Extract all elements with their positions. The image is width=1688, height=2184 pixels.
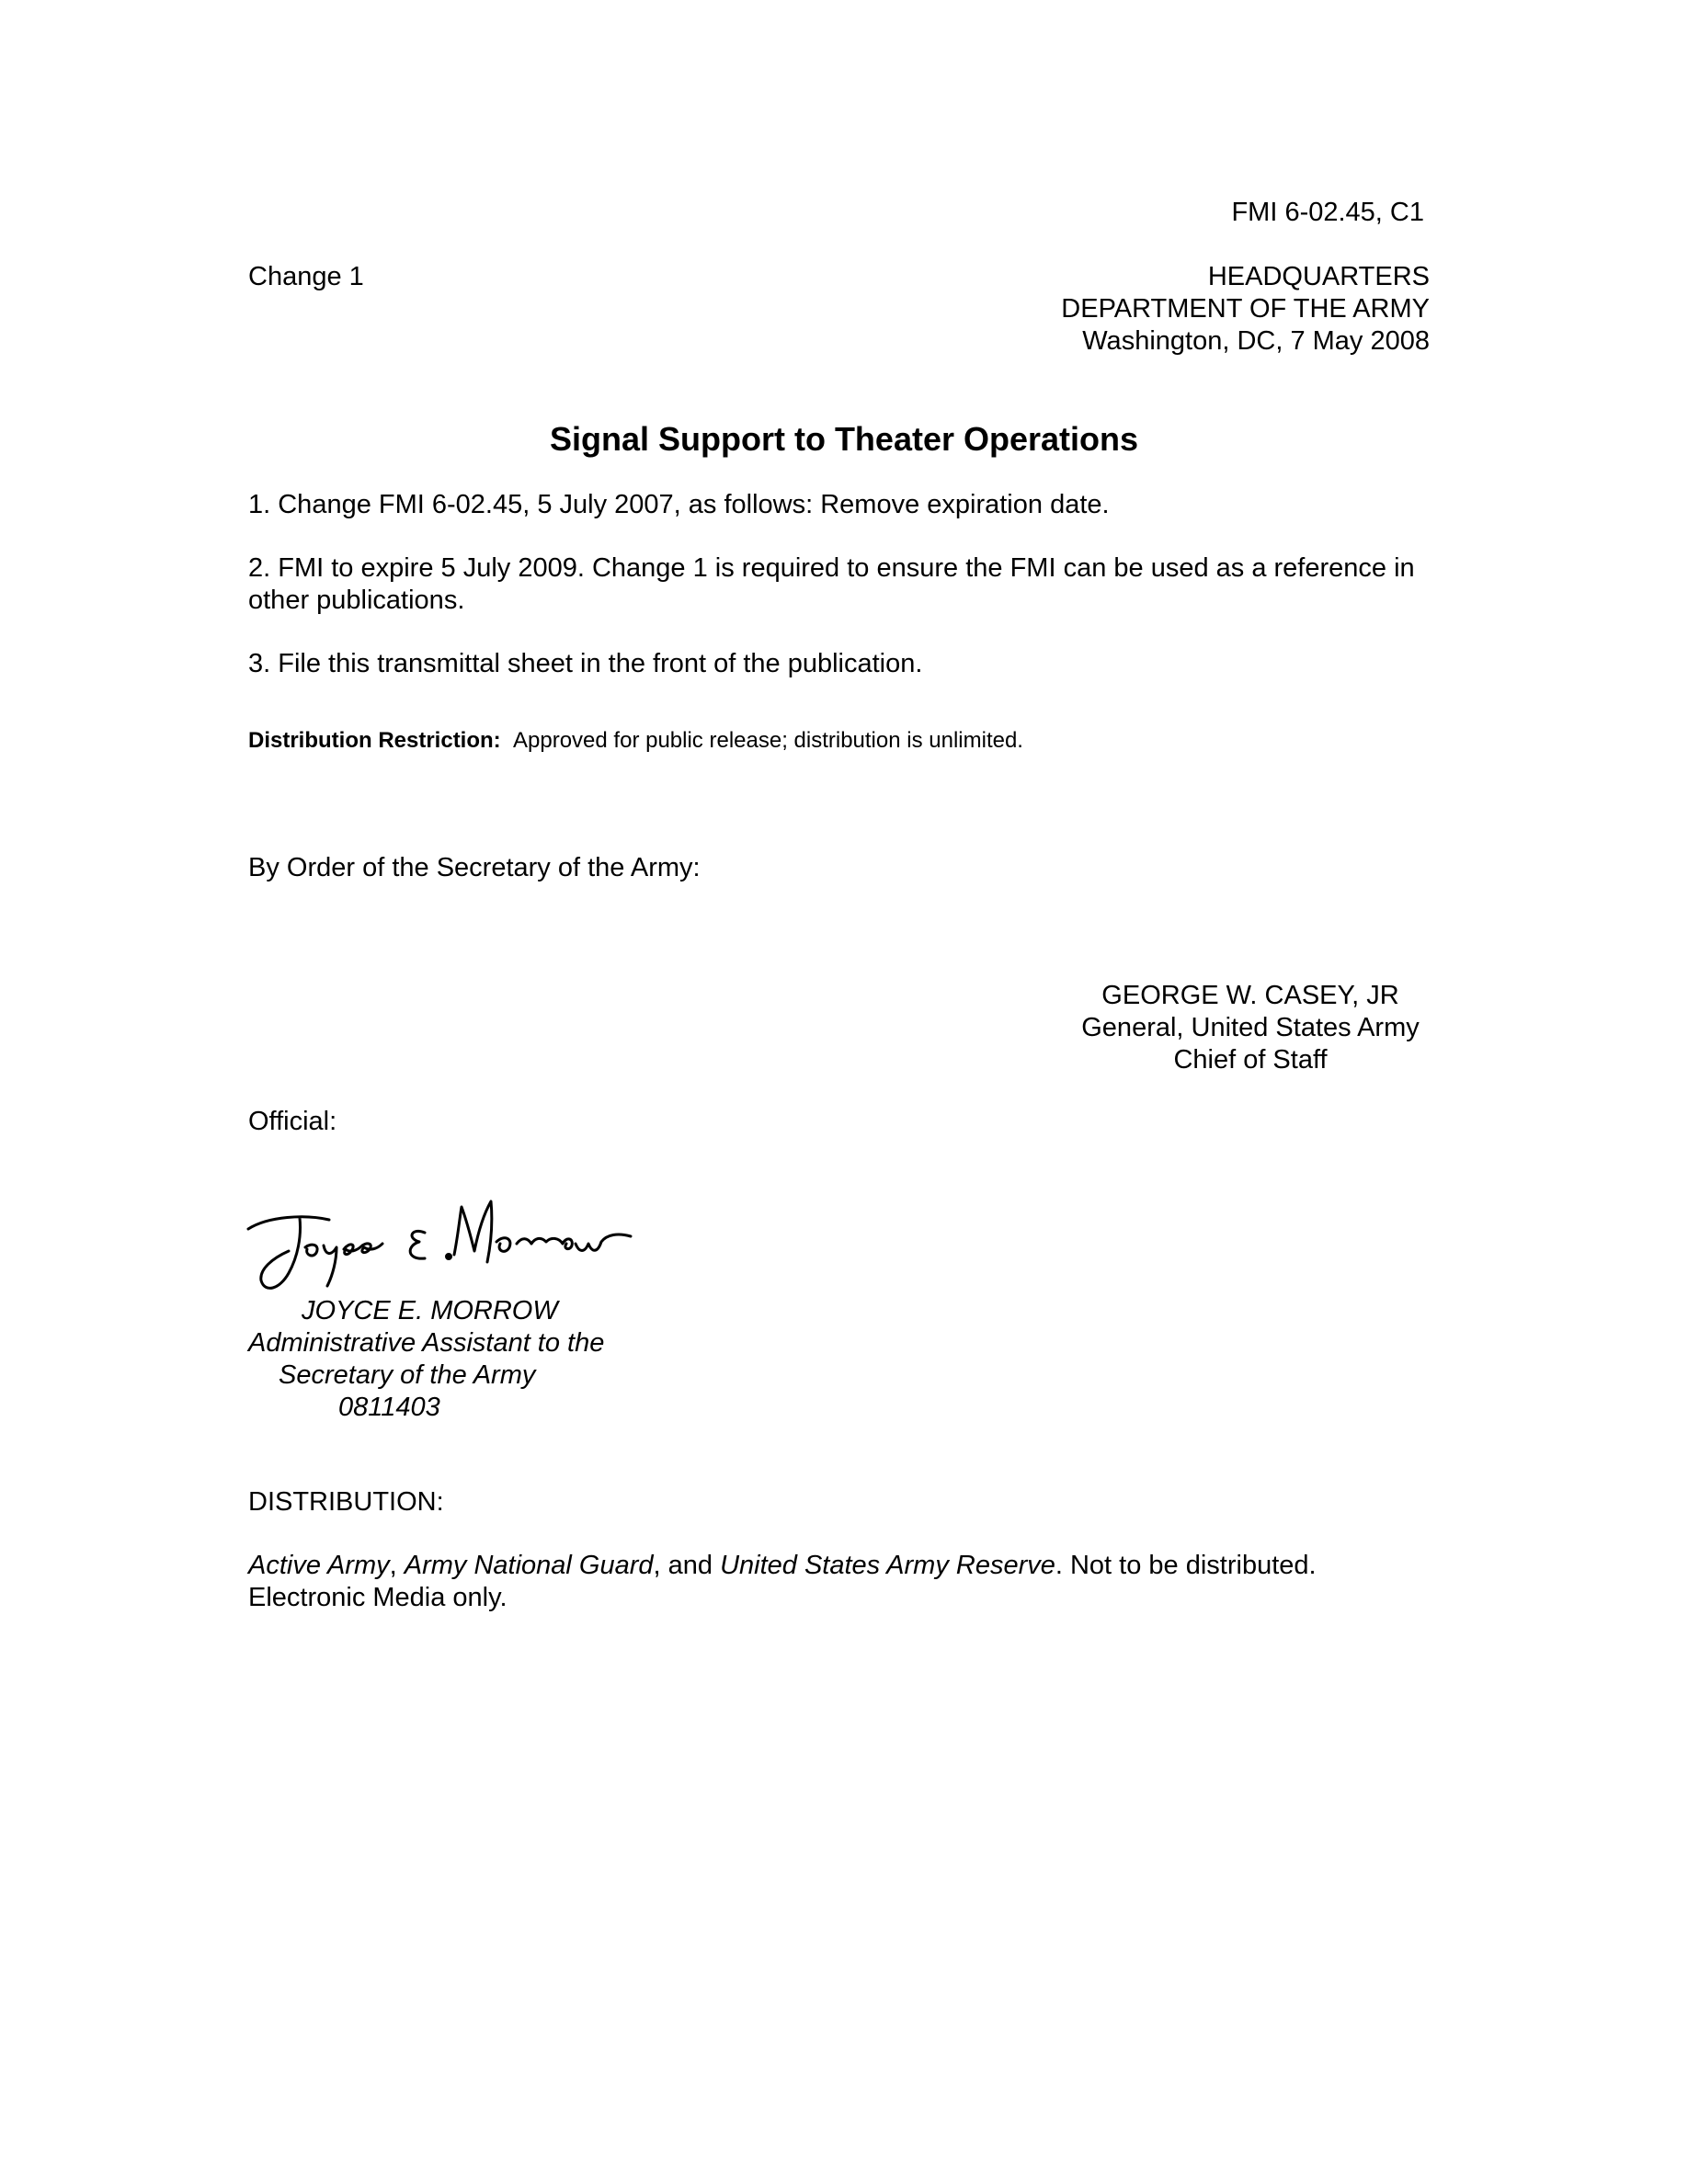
document-id: FMI 6-02.45, C1 bbox=[1231, 198, 1424, 227]
chief-title: Chief of Staff bbox=[1173, 1045, 1328, 1075]
signature-image bbox=[241, 1190, 645, 1310]
headquarters-block bbox=[1061, 261, 1430, 358]
army-national-guard: Army National Guard bbox=[404, 1551, 654, 1580]
paragraph-3: 3. File this transmittal sheet in the front of the publication. bbox=[248, 649, 923, 678]
chief-rank: General, United States Army bbox=[1081, 1013, 1420, 1042]
official-title-line-2: Secretary of the Army bbox=[279, 1360, 536, 1390]
paragraph-2: 2. FMI to expire 5 July 2009. Change 1 is required to ensure the FMI can be used as a reference in other publications. bbox=[248, 553, 1415, 615]
distribution-restriction-label: Distribution Restriction: bbox=[248, 728, 501, 753]
active-army: Active Army bbox=[248, 1551, 390, 1580]
official-name: JOYCE E. MORROW bbox=[302, 1296, 558, 1325]
location-date-line: Washington, DC, 7 May 2008 bbox=[1082, 326, 1430, 356]
army-reserve: United States Army Reserve bbox=[720, 1551, 1055, 1580]
chief-of-staff-block bbox=[1066, 980, 1434, 1076]
by-order-line: By Order of the Secretary of the Army: bbox=[248, 853, 701, 882]
distribution-restriction bbox=[248, 727, 1023, 755]
distribution-text bbox=[248, 1550, 1443, 1614]
distribution-label: DISTRIBUTION: bbox=[248, 1487, 444, 1517]
document-title: Signal Support to Theater Operations bbox=[549, 420, 1139, 458]
headquarters-line: HEADQUARTERS bbox=[1207, 262, 1430, 291]
separator: , bbox=[389, 1551, 405, 1580]
distribution-restriction-text: Approved for public release; distribution is unlimited. bbox=[513, 728, 1023, 753]
official-label: Official: bbox=[248, 1107, 337, 1136]
official-signatory-block bbox=[248, 1295, 604, 1424]
distribution-line-2: Electronic Media only. bbox=[248, 1583, 508, 1612]
change-label: Change 1 bbox=[248, 262, 364, 291]
distribution-tail: . Not to be distributed. bbox=[1055, 1551, 1317, 1580]
chief-name: GEORGE W. CASEY, JR bbox=[1101, 981, 1399, 1010]
official-number: 0811403 bbox=[338, 1393, 440, 1422]
department-line: DEPARTMENT OF THE ARMY bbox=[1061, 294, 1430, 324]
official-title-line-1: Administrative Assistant to the bbox=[248, 1328, 605, 1358]
paragraph-1: 1. Change FMI 6-02.45, 5 July 2007, as follows: Remove expiration date. bbox=[248, 490, 1110, 519]
separator: , and bbox=[653, 1551, 721, 1580]
